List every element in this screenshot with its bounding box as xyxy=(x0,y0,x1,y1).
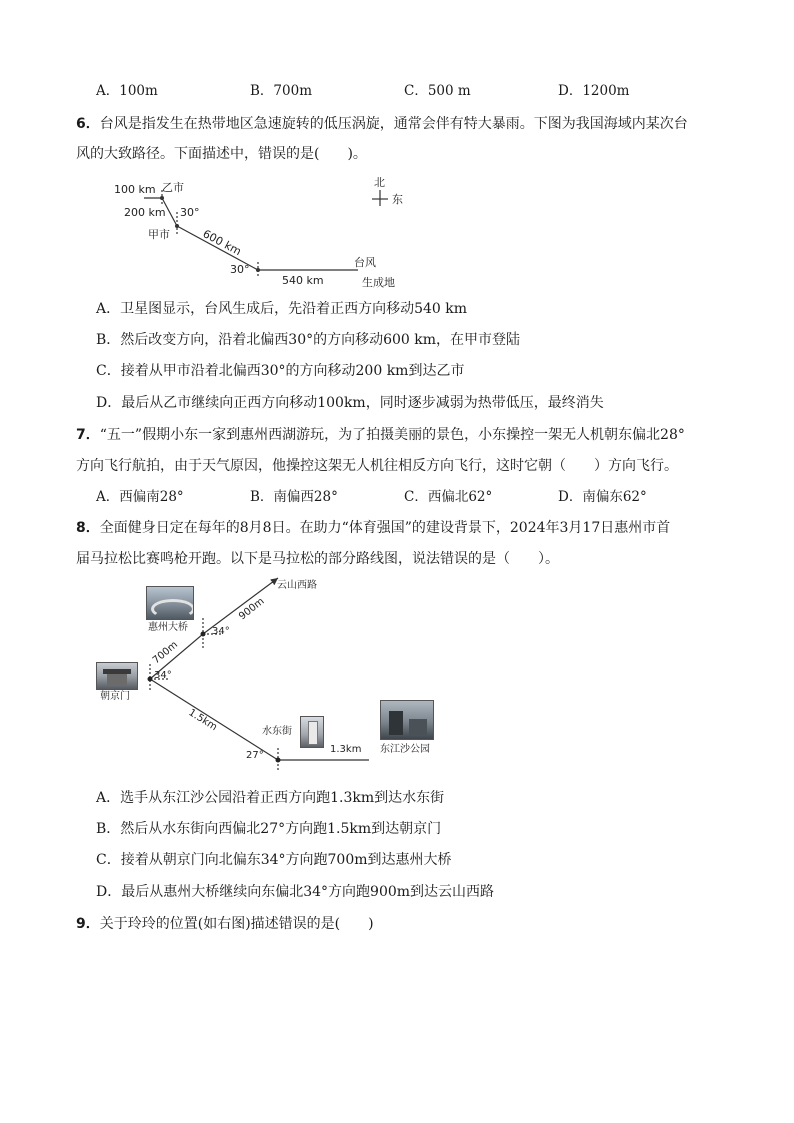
q6-option-b: B．然后改变方向，沿着北偏西30°的方向移动600 km，在甲市登陆 xyxy=(96,332,521,348)
q8-option-d: D．最后从惠州大桥继续向东偏北34°方向跑900m到达云山西路 xyxy=(96,884,495,900)
q7-option-b: B．南偏西28° xyxy=(250,489,338,505)
q7-stem-line2: 方向飞行航拍，由于天气原因，他操控这架无人机往相反方向飞行，这时它朝（ ）方向飞行。 xyxy=(76,458,678,474)
q8-number: 8． xyxy=(76,520,100,536)
q5-option-b: B．700m xyxy=(250,83,312,99)
label-540km: 540 km xyxy=(282,274,324,287)
q6-stem-line1: 6．台风是指发生在热带地区急速旋转的低压涡旋，通常会伴有特大暴雨。下图为我国海域内某次台 xyxy=(76,116,688,132)
label-jia-city: 甲市 xyxy=(148,228,170,241)
label-600km: 600 km xyxy=(200,227,244,259)
label-1-3km: 1.3km xyxy=(330,744,362,755)
label-angle-34-gate: 34° xyxy=(154,670,172,681)
q8-option-b: B．然后从水东街向西偏北27°方向跑1.5km到达朝京门 xyxy=(96,821,442,837)
q7-option-c: C．西偏北62° xyxy=(404,489,493,505)
q5-option-d: D．1200m xyxy=(558,83,630,99)
q6-option-c: C．接着从甲市沿着北偏西30°的方向移动200 km到达乙市 xyxy=(96,363,465,379)
marathon-route-diagram xyxy=(90,572,470,772)
label-yi-city: 乙市 xyxy=(162,181,184,194)
label-angle-30-bottom: 30° xyxy=(230,263,250,276)
q5-option-a: A．100m xyxy=(96,83,158,99)
q7-stem-line1: 7．“五一”假期小东一家到惠州西湖游玩，为了拍摄美丽的景色，小东操控一架无人机朝东偏北28° xyxy=(76,427,685,443)
label-huizhou-bridge: 惠州大桥 xyxy=(148,622,188,633)
label-typhoon: 台风 xyxy=(354,256,376,269)
label-shuidong-street: 水东街 xyxy=(262,726,292,737)
q8-option-a: A．选手从东江沙公园沿着正西方向跑1.3km到达水东街 xyxy=(96,790,445,806)
q9-stem: 9．关于玲玲的位置(如右图)描述错误的是( ) xyxy=(76,916,374,932)
compass-east-label: 东 xyxy=(392,193,403,206)
label-200km: 200 km xyxy=(124,206,166,219)
label-1-5km: 1.5km xyxy=(186,707,219,734)
q6-option-d: D．最后从乙市继续向正西方向移动100km，同时逐步减弱为热带低压，最终消失 xyxy=(96,395,604,411)
typhoon-path-diagram xyxy=(100,168,420,290)
label-angle-34-bridge: 34° xyxy=(212,626,230,637)
label-angle-27: 27° xyxy=(246,750,264,761)
q6-stem-line2: 风的大致路径。下面描述中，错误的是( )。 xyxy=(76,146,367,162)
q5-option-c: C．500 m xyxy=(404,83,471,99)
q8-stem-line2: 届马拉松比赛鸣枪开跑。以下是马拉松的部分路线图，说法错误的是（ ）。 xyxy=(76,551,559,567)
q7-number: 7． xyxy=(76,427,100,443)
q6-option-a: A．卫星图显示，台风生成后，先沿着正西方向移动540 km xyxy=(96,301,468,317)
label-angle-30-top: 30° xyxy=(180,206,200,219)
label-100km: 100 km xyxy=(114,183,156,196)
q7-option-d: D．南偏东62° xyxy=(558,489,647,505)
q7-option-a: A．西偏南28° xyxy=(96,489,184,505)
label-dongjiangsha-park: 东江沙公园 xyxy=(380,744,430,755)
q9-number: 9． xyxy=(76,916,100,932)
compass-north-label: 北 xyxy=(374,176,385,189)
q6-number: 6． xyxy=(76,116,100,132)
label-yunshan-road: 云山西路 xyxy=(277,580,317,591)
route-segment-1-5km xyxy=(150,679,278,760)
label-origin: 生成地 xyxy=(362,276,395,289)
label-700m: 700m xyxy=(150,639,181,667)
label-chaojingmen: 朝京门 xyxy=(100,691,130,702)
q8-stem-line1: 8．全面健身日定在每年的8月8日。在助力“体育强国”的建设背景下，2024年3月17日惠州市首 xyxy=(76,520,671,536)
label-900m: 900m xyxy=(237,595,267,623)
q8-option-c: C．接着从朝京门向北偏东34°方向跑700m到达惠州大桥 xyxy=(96,852,452,868)
